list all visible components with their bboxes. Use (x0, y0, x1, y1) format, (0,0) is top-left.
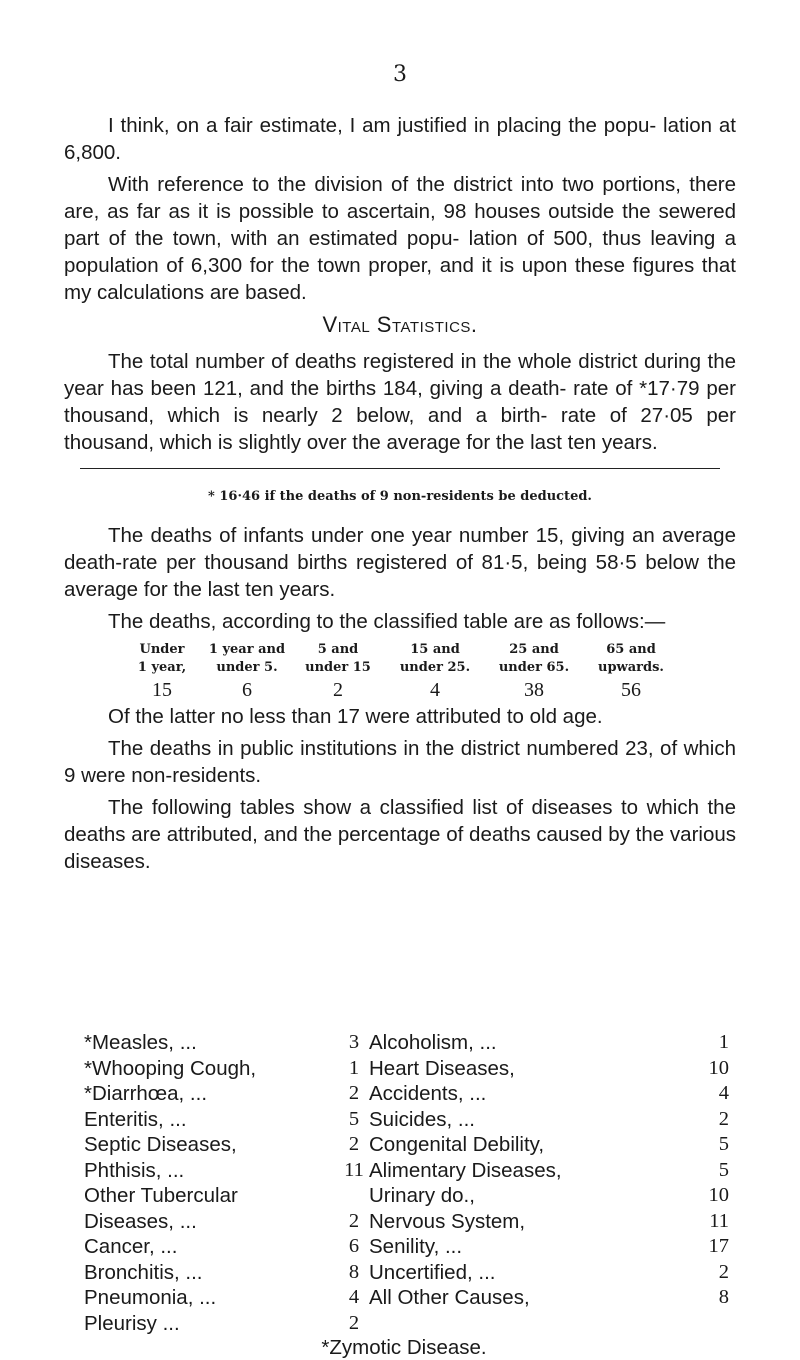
disease-row (369, 1132, 729, 1158)
disease-name: Diseases, ... (84, 1209, 197, 1233)
disease-count: 6 (348, 1235, 360, 1257)
disease-count: 3 (348, 1031, 360, 1053)
disease-count: 4 (718, 1082, 729, 1104)
paragraph-public-institutions: The deaths in public institutions in the district numbered 23, of which 9 were non-residents. (64, 737, 736, 787)
disease-name: *Whooping Cough, (84, 1056, 257, 1080)
disease-row (84, 1132, 369, 1158)
age-label: 15 and (410, 642, 460, 657)
disease-name: Phthisis, ... (84, 1158, 185, 1182)
age-label: Under (139, 642, 185, 657)
disease-count: 5 (718, 1158, 729, 1181)
paragraph-infant-deaths: The deaths of infants under one year number 15, giving an average death-rate per thousand births registered of 81·5, being 58·5 below the average for the last ten years. (64, 524, 736, 601)
disease-name: Senility, ... (369, 1235, 463, 1258)
age-column (203, 641, 291, 703)
disease-name: All Other Causes, (369, 1286, 530, 1309)
age-label: under 25. (399, 660, 471, 675)
age-label: 1 year and (208, 642, 286, 657)
paragraph-death-rate: The total number of deaths registered in the whole district during the year has been 121, and the births 184, giving a death- rate of *17·79 per thousand, which is nearly 2 below, and a birth- rate of 27·05 per thousand, which is slightly over the average for the last ten years. (64, 350, 736, 454)
disease-name: Urinary do., (369, 1184, 475, 1207)
disease-row (84, 1209, 369, 1235)
disease-row (84, 1056, 369, 1082)
disease-row (84, 1234, 369, 1260)
disease-count: 11 (709, 1209, 729, 1232)
disease-row (369, 1209, 729, 1235)
disease-name: Other Tubercular (84, 1184, 238, 1207)
disease-name: Accidents, ... (369, 1082, 487, 1105)
disease-name: Cancer, ... (84, 1235, 178, 1258)
disease-count: 1 (348, 1056, 360, 1079)
disease-row (84, 1158, 369, 1184)
age-column (485, 641, 583, 703)
paragraph-old-age: Of the latter no less than 17 were attributed to old age. (108, 705, 603, 728)
disease-row (369, 1107, 729, 1133)
disease-row (369, 1183, 729, 1209)
disease-row (84, 1260, 369, 1286)
disease-column-left (84, 1030, 369, 1336)
age-column (583, 641, 679, 703)
disease-row (84, 1183, 369, 1209)
disease-name: Alimentary Diseases, (369, 1158, 562, 1182)
disease-count (339, 1183, 369, 1209)
body-text (64, 112, 736, 880)
disease-count: 2 (348, 1082, 360, 1104)
age-value: 6 (242, 679, 252, 701)
age-table (64, 641, 736, 703)
disease-count: 2 (348, 1133, 360, 1155)
disease-table (84, 1030, 744, 1360)
paragraph-classified-intro: The deaths, according to the classified table are as follows:— (108, 610, 666, 633)
footnote: * 16·46 if the deaths of 9 non-residents be deducted. (208, 489, 592, 504)
disease-count: 8 (718, 1286, 729, 1308)
disease-row (369, 1285, 729, 1311)
disease-count: 2 (348, 1311, 360, 1334)
age-column (385, 641, 485, 703)
disease-count: 8 (348, 1260, 360, 1283)
disease-row (369, 1234, 729, 1260)
disease-name: Uncertified, ... (369, 1260, 496, 1284)
disease-name: Alcoholism, ... (369, 1031, 497, 1054)
age-value: 2 (333, 679, 343, 701)
disease-count: 4 (348, 1286, 360, 1308)
disease-name: *Diarrhœa, ... (84, 1082, 208, 1105)
disease-row (369, 1081, 729, 1107)
age-label: 25 and (509, 642, 559, 657)
age-label: 65 and (606, 642, 656, 657)
disease-name: Pleurisy ... (84, 1311, 180, 1335)
disease-row (369, 1030, 729, 1056)
age-column (121, 641, 203, 703)
disease-count: 10 (708, 1184, 729, 1206)
age-label: under 15 (305, 660, 371, 675)
disease-column-right (369, 1030, 729, 1336)
disease-count: 5 (348, 1107, 360, 1130)
disease-count: 2 (718, 1260, 729, 1283)
disease-row (369, 1260, 729, 1286)
age-value: 15 (152, 679, 172, 701)
section-heading: Vital Statistics. (322, 312, 478, 337)
page-number: 3 (393, 62, 407, 87)
disease-name: Pneumonia, ... (84, 1286, 217, 1309)
disease-name: Septic Diseases, (84, 1133, 237, 1156)
disease-name: Nervous System, (369, 1209, 526, 1233)
disease-name: Bronchitis, ... (84, 1260, 203, 1284)
paragraph-district-division: With reference to the division of the district into two portions, there are, as far as it is possible to ascertain, 98 houses outside the sewered part of the town, with an estimated popu- lation of 500, thus leaving a population of 6,300 for the town proper, and it is upon these figures that my calculations are based. (64, 173, 736, 304)
age-value: 56 (621, 679, 641, 701)
age-column (291, 641, 385, 703)
age-value: 4 (430, 679, 440, 701)
disease-name: *Measles, ... (84, 1031, 197, 1054)
age-label: 1 year, (137, 660, 187, 675)
disease-name: Enteritis, ... (84, 1107, 187, 1131)
age-label: under 5. (216, 660, 278, 675)
disease-row (84, 1081, 369, 1107)
paragraph-tables-intro: The following tables show a classified list of diseases to which the deaths are attributed, and the percentage of deaths caused by the various diseases. (64, 796, 736, 873)
disease-row (369, 1056, 729, 1082)
disease-count: 11 (344, 1158, 364, 1181)
disease-name: Suicides, ... (369, 1107, 475, 1131)
disease-row (84, 1285, 369, 1311)
disease-count: 17 (708, 1235, 729, 1257)
paragraph-population-estimate: I think, on a fair estimate, I am justified in placing the popu- lation at 6,800. (64, 114, 736, 164)
disease-count: 2 (718, 1107, 729, 1130)
disease-row (84, 1107, 369, 1133)
disease-count: 5 (718, 1133, 729, 1155)
disease-count: 1 (718, 1031, 729, 1053)
age-value: 38 (524, 679, 544, 701)
age-label: under 65. (498, 660, 570, 675)
disease-name: Heart Diseases, (369, 1056, 515, 1080)
disease-row (84, 1030, 369, 1056)
disease-row (369, 1158, 729, 1184)
age-label: 5 and (317, 642, 359, 657)
disease-row (84, 1311, 369, 1337)
divider (80, 468, 720, 469)
disease-count: 10 (708, 1056, 729, 1079)
disease-count: 2 (348, 1209, 360, 1232)
zymotic-footnote: *Zymotic Disease. (321, 1336, 487, 1359)
disease-name: Congenital Debility, (369, 1133, 545, 1156)
age-label: upwards. (598, 660, 664, 675)
